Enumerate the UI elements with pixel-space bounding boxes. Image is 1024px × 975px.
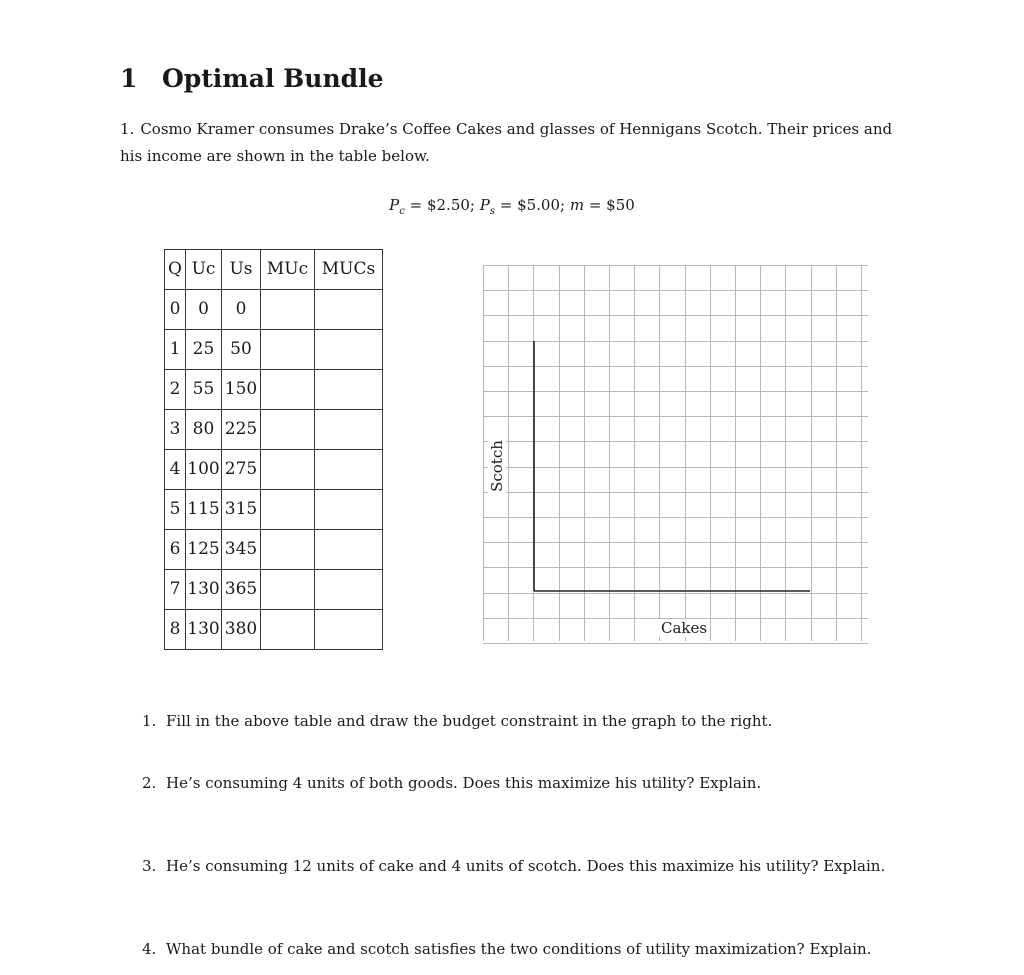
question-text: He’s consuming 4 units of both goods. Does this maximize his utility? Explain. <box>166 774 762 792</box>
cell-uc: 100 <box>186 450 222 490</box>
cell-mucs[interactable] <box>315 370 383 410</box>
header-q: Q <box>165 250 186 290</box>
cell-muc[interactable] <box>261 530 315 570</box>
cell-mucs[interactable] <box>315 330 383 370</box>
cell-uc: 130 <box>186 610 222 650</box>
table-row <box>165 530 383 570</box>
utility-table <box>164 249 383 650</box>
intro-number: 1. <box>120 120 135 138</box>
income-symbol: m <box>569 196 585 214</box>
cell-q: 8 <box>165 610 186 650</box>
cell-us: 380 <box>222 610 261 650</box>
question-number: 4. <box>142 940 157 958</box>
price-cake-value: = $2.50; <box>404 196 480 214</box>
cell-muc[interactable] <box>261 290 315 330</box>
cell-uc: 115 <box>186 490 222 530</box>
cell-muc[interactable] <box>261 370 315 410</box>
cell-muc[interactable] <box>261 450 315 490</box>
cell-us: 345 <box>222 530 261 570</box>
cell-q: 3 <box>165 410 186 450</box>
price-scotch-subscript: s <box>489 206 495 217</box>
cell-q: 1 <box>165 330 186 370</box>
table-row <box>165 570 383 610</box>
price-scotch-value: = $5.00; <box>494 196 570 214</box>
cell-us: 0 <box>222 290 261 330</box>
cell-mucs[interactable] <box>315 450 383 490</box>
cell-muc[interactable] <box>261 330 315 370</box>
intro-text: Cosmo Kramer consumes Drake’s Coffee Cakes and glasses of Hennigans Scotch. Their prices and his income are shown in the table below. <box>120 120 893 165</box>
cell-q: 0 <box>165 290 186 330</box>
header-us: Us <box>222 250 261 290</box>
cell-us: 365 <box>222 570 261 610</box>
question-number: 2. <box>142 774 157 792</box>
cell-uc: 80 <box>186 410 222 450</box>
y-axis-label: Scotch <box>487 440 506 492</box>
cell-q: 4 <box>165 450 186 490</box>
intro-paragraph <box>120 116 900 170</box>
cell-uc: 55 <box>186 370 222 410</box>
cell-muc[interactable] <box>261 410 315 450</box>
table-row <box>165 490 383 530</box>
section-heading <box>120 64 384 93</box>
cell-mucs[interactable] <box>315 530 383 570</box>
table-row <box>165 290 383 330</box>
section-number: 1 <box>120 64 138 93</box>
cell-mucs[interactable] <box>315 410 383 450</box>
price-cake-subscript: c <box>399 206 405 217</box>
question-number: 3. <box>142 857 157 875</box>
cell-us: 50 <box>222 330 261 370</box>
cell-us: 275 <box>222 450 261 490</box>
section-title: Optimal Bundle <box>162 64 384 93</box>
cell-mucs[interactable] <box>315 570 383 610</box>
cell-uc: 130 <box>186 570 222 610</box>
question-item <box>142 857 885 875</box>
cell-mucs[interactable] <box>315 610 383 650</box>
cell-us: 150 <box>222 370 261 410</box>
question-text: What bundle of cake and scotch satisfies the two conditions of utility maximization? Explain. <box>166 940 872 958</box>
cell-q: 7 <box>165 570 186 610</box>
graph-grid[interactable] <box>483 265 868 645</box>
table-row <box>165 450 383 490</box>
price-scotch-symbol: P <box>479 196 490 214</box>
question-item <box>142 774 761 792</box>
x-axis-label: Cakes <box>661 619 708 637</box>
question-item <box>142 712 772 730</box>
question-text: He’s consuming 12 units of cake and 4 units of scotch. Does this maximize his utility? Explain. <box>166 857 886 875</box>
cell-mucs[interactable] <box>315 290 383 330</box>
cell-uc: 125 <box>186 530 222 570</box>
cell-q: 2 <box>165 370 186 410</box>
income-value: = $50 <box>584 196 635 214</box>
header-uc: Uc <box>186 250 222 290</box>
price-equation <box>0 196 1024 217</box>
table-row <box>165 330 383 370</box>
table-row <box>165 370 383 410</box>
table-row <box>165 410 383 450</box>
cell-muc[interactable] <box>261 570 315 610</box>
table-header-row <box>165 250 383 290</box>
cell-us: 315 <box>222 490 261 530</box>
question-text: Fill in the above table and draw the budget constraint in the graph to the right. <box>166 712 773 730</box>
cell-muc[interactable] <box>261 610 315 650</box>
header-muc: MUc <box>261 250 315 290</box>
table-row <box>165 610 383 650</box>
cell-uc: 25 <box>186 330 222 370</box>
cell-muc[interactable] <box>261 490 315 530</box>
budget-graph[interactable] <box>483 265 868 645</box>
question-item <box>142 940 871 958</box>
cell-q: 5 <box>165 490 186 530</box>
cell-uc: 0 <box>186 290 222 330</box>
question-number: 1. <box>142 712 157 730</box>
cell-mucs[interactable] <box>315 490 383 530</box>
price-cake-symbol: P <box>389 196 400 214</box>
header-mucs: MUCs <box>315 250 383 290</box>
cell-q: 6 <box>165 530 186 570</box>
cell-us: 225 <box>222 410 261 450</box>
